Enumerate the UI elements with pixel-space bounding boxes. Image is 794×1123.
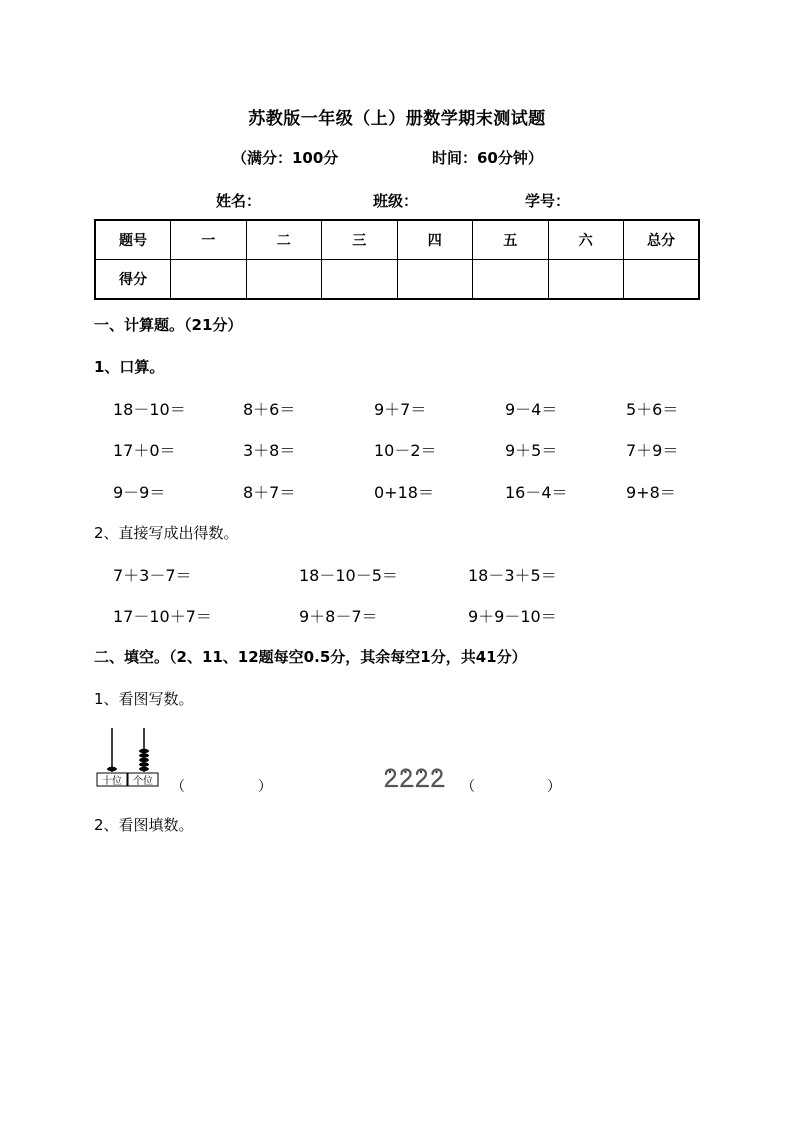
oral-calc-item: 16－4＝ — [505, 483, 568, 502]
oral-calc-item: 9－9＝ — [113, 483, 166, 502]
answer-paren-left: （ — [461, 779, 475, 795]
score-header-cell: 五 — [473, 220, 549, 260]
oral-calc-item: 8＋6＝ — [243, 400, 296, 419]
counting-figure-icon — [386, 770, 397, 787]
oral-calc-item: 10－2＝ — [374, 441, 437, 460]
score-header-cell: 六 — [548, 220, 624, 260]
oral-calc-item: 18－10＝ — [113, 400, 186, 419]
ones-bead — [139, 758, 149, 762]
answer-paren-left: （ — [171, 779, 185, 795]
answer-blank-icons[interactable] — [477, 772, 545, 794]
score-table-header-row — [95, 220, 699, 260]
section-2-title: 二、填空。（2、11、12题每空0.5分，其余每空1分，共41分） — [94, 648, 527, 666]
score-table-score-row — [95, 260, 699, 300]
answer-paren-right: ） — [547, 779, 561, 795]
oral-calc-item: 9－4＝ — [505, 400, 558, 419]
direct-calc-item: 17－10＋7＝ — [113, 607, 212, 626]
score-header-cell: 总分 — [624, 220, 700, 260]
tens-label: 十位 — [102, 776, 122, 787]
tens-bead — [107, 767, 117, 771]
direct-calc-item: 9＋9－10＝ — [468, 607, 557, 626]
score-table — [94, 219, 700, 300]
section-1-title: 一、计算题。（21分） — [94, 316, 243, 334]
full-score-label: （满分：100分 — [232, 149, 339, 167]
score-header-cell: 二 — [246, 220, 322, 260]
score-header-cell: 一 — [171, 220, 247, 260]
score-header-cell: 三 — [322, 220, 398, 260]
counting-figure-eye-icon — [435, 771, 437, 773]
oral-calc-item: 8＋7＝ — [243, 483, 296, 502]
abacus-drawing — [96, 724, 160, 788]
oral-calc-item: 9＋5＝ — [505, 441, 558, 460]
oral-calc-item: 9+8＝ — [626, 483, 676, 502]
direct-calc-item: 9＋8－7＝ — [299, 607, 378, 626]
oral-calc-item: 7＋9＝ — [626, 441, 679, 460]
counting-figure-icon — [402, 770, 413, 787]
counting-figure-eye-icon — [420, 771, 422, 773]
score-header-cell: 四 — [397, 220, 473, 260]
score-blank-cell[interactable] — [246, 260, 322, 300]
time-label: 时间：60分钟） — [432, 149, 543, 167]
score-blank-cell[interactable] — [473, 260, 549, 300]
section-2-question-2-title: 2、看图填数。 — [94, 816, 194, 834]
student-id-label: 学号： — [525, 192, 571, 210]
section-2-question-1-title: 1、看图写数。 — [94, 690, 194, 708]
score-blank-cell[interactable] — [322, 260, 398, 300]
oral-calc-item: 17＋0＝ — [113, 441, 176, 460]
score-blank-cell[interactable] — [624, 260, 700, 300]
question-2-title: 2、直接写成出得数。 — [94, 524, 239, 542]
ones-bead — [139, 749, 149, 753]
class-label: 班级： — [373, 192, 419, 210]
score-header-cell: 题号 — [95, 220, 171, 260]
oral-calc-item: 0+18＝ — [374, 483, 434, 502]
ones-bead — [139, 767, 149, 771]
question-1-title: 1、口算。 — [94, 358, 165, 376]
counting-icons-drawing — [382, 766, 448, 790]
ones-label: 个位 — [133, 776, 153, 787]
score-blank-cell[interactable] — [171, 260, 247, 300]
abacus-figure — [96, 724, 160, 788]
direct-calc-item: 18－10－5＝ — [299, 566, 398, 585]
score-blank-cell[interactable] — [397, 260, 473, 300]
score-row-label: 得分 — [95, 260, 171, 300]
ones-bead — [139, 753, 149, 757]
direct-calc-item: 18－3＋5＝ — [468, 566, 557, 585]
counting-figure-eye-icon — [404, 771, 406, 773]
oral-calc-item: 9＋7＝ — [374, 400, 427, 419]
ones-bead — [139, 762, 149, 766]
oral-calc-item: 3＋8＝ — [243, 441, 296, 460]
counting-figure-icon — [433, 770, 444, 787]
counting-figure-eye-icon — [389, 771, 391, 773]
name-label: 姓名： — [216, 192, 262, 210]
page-title: 苏教版一年级（上）册数学期末测试题 — [248, 109, 546, 129]
counting-icons — [382, 766, 448, 790]
score-blank-cell[interactable] — [548, 260, 624, 300]
counting-figure-icon — [417, 770, 428, 787]
direct-calc-item: 7＋3－7＝ — [113, 566, 192, 585]
oral-calc-item: 5＋6＝ — [626, 400, 679, 419]
answer-blank-abacus[interactable] — [187, 772, 255, 794]
answer-paren-right: ） — [258, 779, 272, 795]
